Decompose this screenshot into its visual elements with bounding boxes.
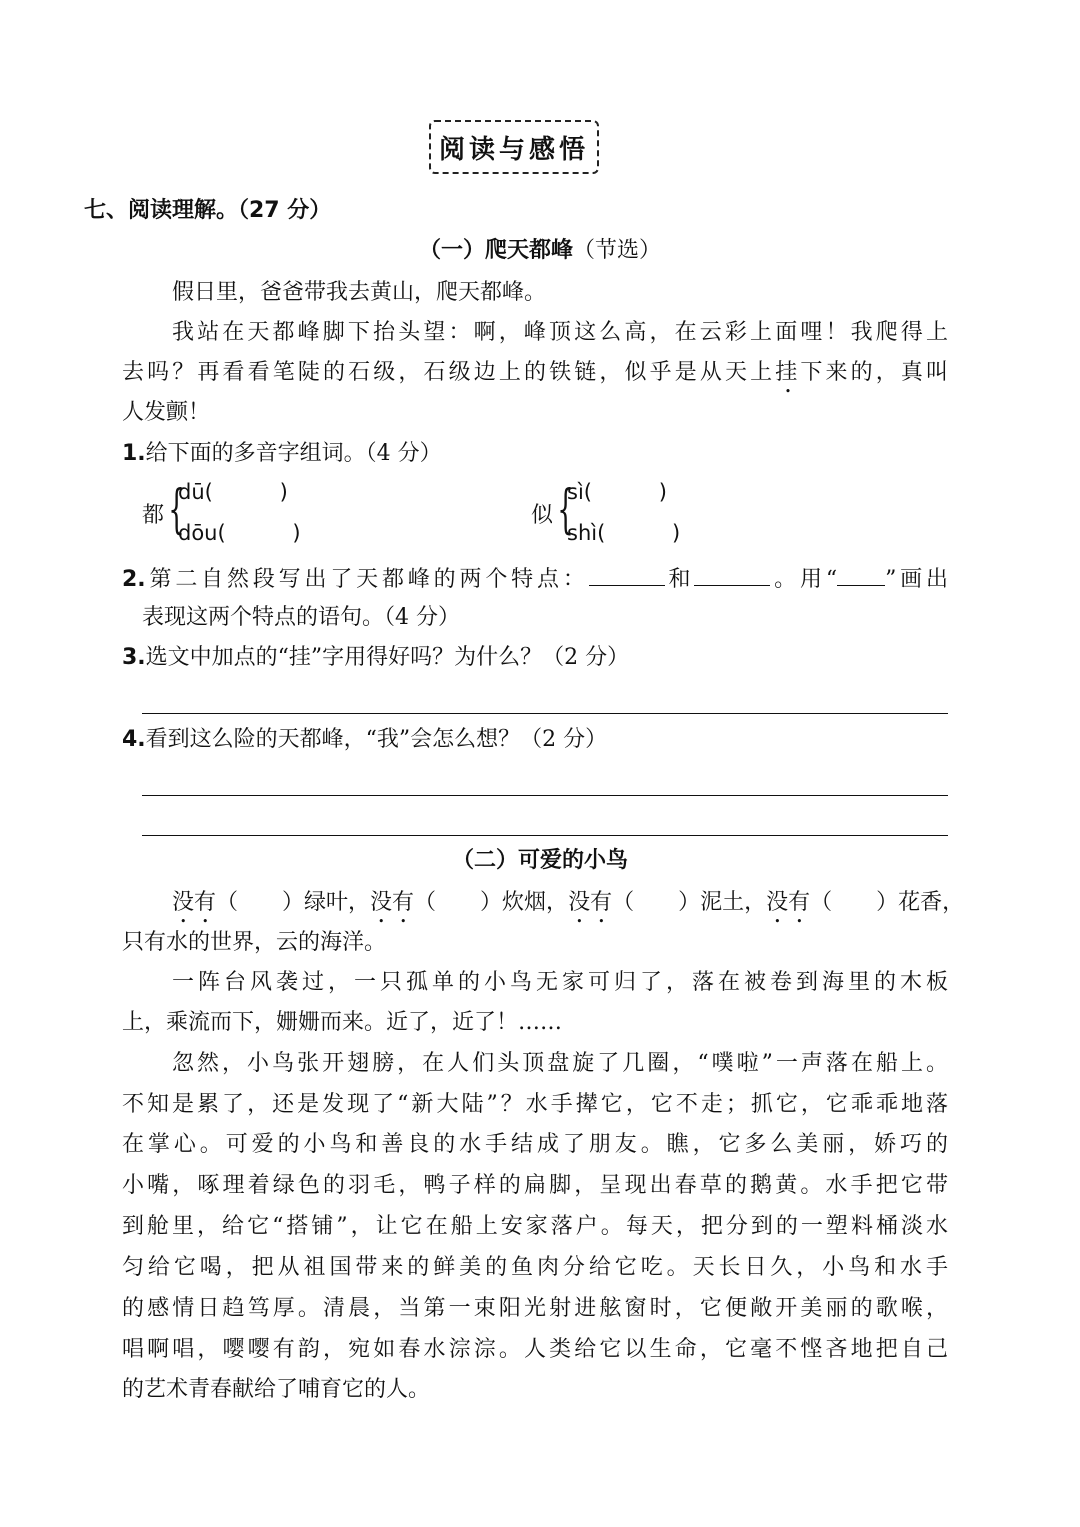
passage2-line: 到舱里，给它“搭铺”，让它在船上安家落户。每天，把分到的一塑料桶淡水 [122, 1214, 948, 1239]
passage2-line: 匀给它喝，把从祖国带来的鲜美的鱼肉分给它吃。天长日久，小鸟和水手 [122, 1255, 948, 1280]
answer-blank[interactable] [589, 563, 665, 586]
dotted-word: 没有 [370, 890, 415, 915]
passage2-line: 不知是累了，还是发现了“新大陆”？水手撵它，它不走；抓它，它乖乖地落 [122, 1092, 948, 1117]
brace-icon: { [557, 480, 574, 540]
q3-number: 3. [122, 645, 146, 670]
dotted-word: 没有 [766, 890, 811, 915]
q1-number: 1. [122, 441, 146, 466]
answer-blank[interactable] [694, 563, 770, 586]
pinyin-field[interactable]: shì( ) [567, 521, 681, 545]
passage2-line: 的艺术青春献给了哺育它的人。 [122, 1377, 431, 1402]
question-title: 七、阅读理解。（27 分） [84, 198, 332, 223]
pinyin-field[interactable]: sì( ) [567, 480, 667, 504]
pinyin-field[interactable]: dū( ) [178, 480, 288, 504]
passage2-line: 唱啊唱，嘤嘤有韵，宛如春水淙淙。人类给它以生命，它毫不悭吝地把自己 [122, 1337, 948, 1362]
passage1-line: 假日里，爸爸带我去黄山，爬天都峰。 [172, 280, 547, 305]
answer-line[interactable] [142, 835, 948, 836]
answer-line[interactable] [142, 713, 948, 714]
passage1-line: 人发颤！ [122, 400, 211, 425]
passage1-title-note: （节选） [573, 238, 662, 263]
q4-text: 看到这么险的天都峰，“我”会怎么想？（2 分） [145, 727, 608, 752]
passage1-title-text: （一）爬天都峰 [418, 238, 573, 263]
section-header: 阅读与感悟 [429, 120, 599, 174]
passage1-line: 我站在天都峰脚下抬头望：啊，峰顶这么高，在云彩上面哩！我爬得上 [172, 320, 948, 345]
polyphone-char-2: 似 [531, 503, 554, 528]
q2-text: 第二自然段写出了天都峰的两个特点： [145, 567, 589, 592]
dotted-word: 没有 [568, 890, 613, 915]
passage2-line: 的感情日趋笃厚。清晨，当第一束阳光射进舷窗时，它便敞开美丽的歌喉， [122, 1296, 948, 1321]
question-1 [122, 439, 948, 469]
question-4 [122, 725, 948, 755]
q1-text: 给下面的多音字组词。（4 分） [145, 441, 442, 466]
passage2-line: 上，乘流而下，姗姗而来。近了，近了！…… [122, 1010, 563, 1035]
q2-text: ”画出 [885, 567, 948, 592]
q2-number: 2. [122, 567, 146, 592]
q2-text: 。用“ [770, 567, 838, 592]
question-3 [122, 643, 948, 673]
passage2-line: 小嘴，啄理着绿色的羽毛，鸭子样的扁脚，呈现出春草的鹅黄。水手把它带 [122, 1173, 948, 1198]
pinyin-field[interactable]: dōu( ) [178, 521, 301, 545]
q3-text: 选文中加点的“挂”字用得好吗？为什么？（2 分） [145, 645, 630, 670]
text-segment: （ ）泥土， [612, 890, 767, 915]
text-segment: （ ）花香， [810, 890, 965, 915]
text-segment: 下来的，真叫 [800, 360, 948, 385]
passage2-line: 一阵台风袭过，一只孤单的小鸟无家可归了，落在被卷到海里的木板 [172, 970, 948, 995]
q4-number: 4. [122, 727, 146, 752]
dotted-word: 没有 [172, 890, 217, 915]
polyphone-char-1: 都 [142, 503, 165, 528]
answer-line[interactable] [142, 795, 948, 796]
text-segment: （ ）炊烟， [414, 890, 569, 915]
passage2-title: （二）可爱的小鸟 [451, 848, 628, 873]
passage2-line: 只有水的世界，云的海洋。 [122, 930, 387, 955]
dotted-char: 挂 [775, 360, 801, 385]
brace-icon: { [168, 480, 185, 540]
answer-blank[interactable] [837, 563, 885, 586]
passage2-line: 在掌心。可爱的小鸟和善良的水手结成了朋友。瞧，它多么美丽，娇巧的 [122, 1132, 948, 1157]
text-segment: （ ）绿叶， [216, 890, 371, 915]
passage1-line [122, 358, 948, 398]
text-segment: 去吗？再看看笔陡的石级，石级边上的铁链，似乎是从天上 [122, 360, 776, 385]
passage2-line [172, 888, 965, 928]
passage2-line: 忽然，小鸟张开翅膀，在人们头顶盘旋了几圈，“噗啦”一声落在船上。 [172, 1051, 948, 1076]
question-2 [122, 563, 948, 595]
q2-line2: 表现这两个特点的语句。（4 分） [142, 605, 460, 630]
q2-text: 和 [664, 567, 695, 592]
passage1-title [0, 236, 1080, 266]
